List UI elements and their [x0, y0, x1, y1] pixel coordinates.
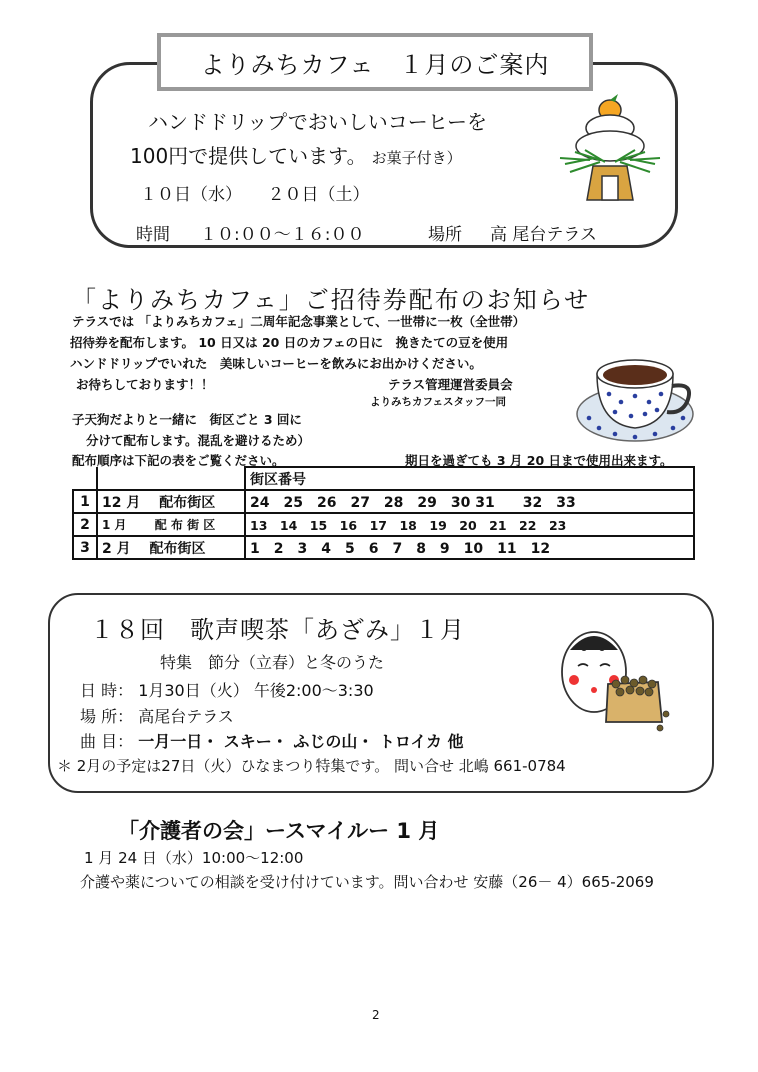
song-date [80, 678, 374, 701]
cafe-title: よりみちカフェ １月のご案内 [200, 50, 550, 79]
invite-staff: よりみちカフェスタッフ一同 [370, 396, 506, 408]
row-month-label [97, 536, 245, 559]
song-list [80, 729, 464, 752]
coffee-cup-icon [575, 342, 700, 444]
invite-p3: ハンドドリップでいれた 美味しいコーヒーを飲みにお出かけください。 [70, 356, 482, 371]
song-feature: 特集 節分（立春）と冬のうた [160, 653, 385, 672]
cafe-line2-main: 100円で提供しています。 [130, 144, 367, 168]
song-place [80, 704, 234, 727]
cafe-time-value: １０:００～１６:００ [200, 225, 365, 245]
distribution-table [72, 466, 695, 560]
cafe-line2-note: お菓子付き） [371, 149, 462, 167]
table-header: 街区番号 [245, 467, 694, 490]
carers-info: 介護や薬についての相談を受け付けています。問い合わせ 安藤（26－ 4）665-2069 [80, 873, 654, 891]
row-blocks: 1 2 3 4 5 6 7 8 9 10 11 12 [245, 536, 694, 559]
song-place-value: 高尾台テラス [138, 707, 234, 726]
row-number: 3 [73, 536, 97, 559]
table-corner-label [97, 467, 245, 490]
invite-p1: テラスでは 「よりみちカフェ」二周年記念事業として、一世帯に一枚（全世帯） [72, 314, 526, 329]
cafe-line1: ハンドドリップでおいしいコーヒーを [148, 110, 487, 134]
table-row [73, 513, 694, 536]
row-label: 配 布 街 区 [154, 518, 216, 532]
song-date-label: 日 時： [80, 681, 134, 700]
invite-org: テラス管理運営委員会 [388, 377, 513, 392]
invite-p6: 分けて配布します。混乱を避けるため） [86, 433, 311, 448]
invite-p2: 招待券を配布します。 10 日又は 20 日のカフェの日に 挽きたての豆を使用 [70, 335, 509, 350]
row-blocks: 13 14 15 16 17 18 19 20 21 22 23 [245, 513, 694, 536]
row-month: 2 月 [102, 540, 131, 557]
song-note: ＊ 2月の予定は27日（火）ひなまつり特集です。 問い合せ 北嶋 661-0784 [57, 757, 566, 775]
song-date-value: 1月30日（火） 午後2:00～3:30 [138, 681, 374, 700]
cafe-title-frame [157, 33, 593, 91]
cafe-place-value: 高 尾台テラス [490, 225, 597, 245]
song-list-value: 一月一日・ スキー・ ふじの山・ トロイカ 他 [138, 732, 464, 751]
song-place-label: 場 所： [80, 707, 134, 726]
row-month-label [97, 490, 245, 513]
row-month-label [97, 513, 245, 536]
row-number: 2 [73, 513, 97, 536]
table-row [73, 536, 694, 559]
kagami-mochi-icon [555, 92, 665, 207]
cafe-dates: １０日（水） ２０日（土） [140, 185, 370, 205]
otafuku-beans-icon [556, 622, 676, 732]
invite-p4: お待ちしております！！ [76, 377, 214, 392]
table-row [73, 490, 694, 513]
row-label: 配布街区 [159, 494, 216, 511]
cafe-time-label: 時間 [136, 225, 170, 245]
invite-p5: 子天狗だよりと一緒に 街区ごと 3 回に [72, 412, 302, 427]
invite-p7: 配布順序は下記の表をご覧ください。 [72, 453, 285, 468]
row-month: 12 月 [102, 494, 141, 511]
row-label: 配布街区 [149, 540, 206, 557]
table-header-row [73, 467, 694, 490]
cafe-line2 [130, 140, 462, 169]
table-corner [73, 467, 97, 490]
song-title: １８回 歌声喫茶「あざみ」１月 [90, 616, 465, 644]
cafe-place-label: 場所 [428, 225, 462, 245]
carers-title: 「介護者の会」ースマイルー 1 月 [118, 819, 440, 843]
invite-title: 「よりみちカフェ」ご招待券配布のお知らせ [72, 286, 591, 314]
page-number: 2 [372, 1008, 380, 1022]
row-blocks: 24 25 26 27 28 29 30 31 32 33 [245, 490, 694, 513]
invite-expiry: 期日を過ぎても 3 月 20 日まで使用出来ます。 [405, 453, 673, 468]
row-month: 1 月 [102, 518, 127, 532]
carers-date: 1 月 24 日（水）10:00～12:00 [84, 849, 304, 867]
song-list-label: 曲 目： [80, 732, 134, 751]
row-number: 1 [73, 490, 97, 513]
